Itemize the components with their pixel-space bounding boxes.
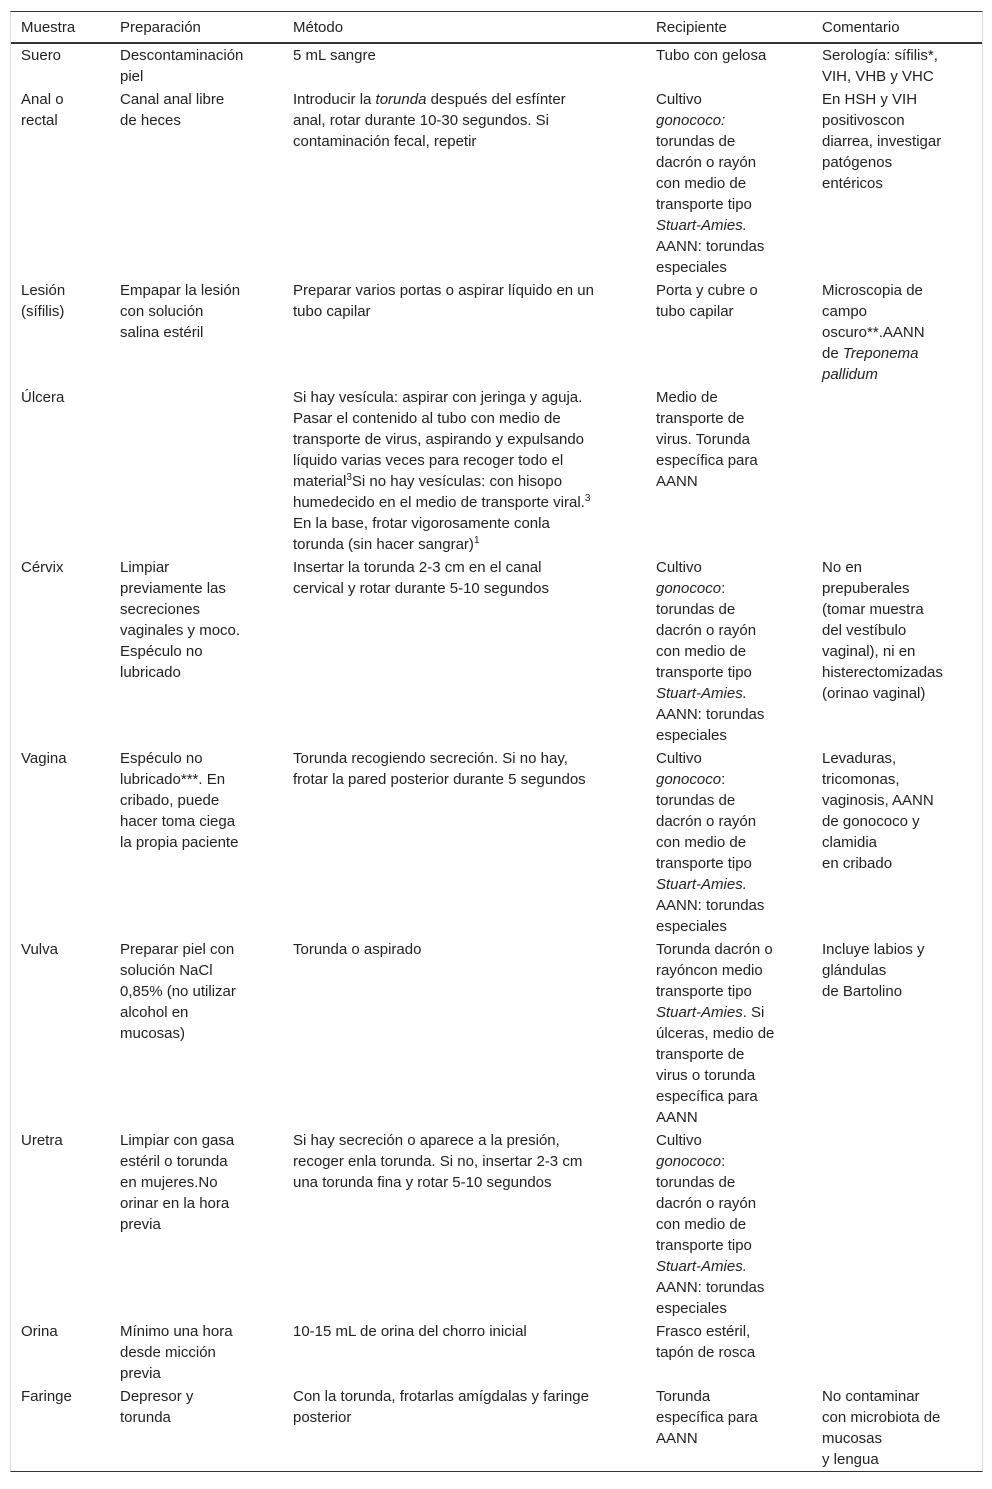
table-body [11,44,982,1471]
cell-line: de heces [120,112,181,129]
cell-preparacion [110,88,283,279]
cell-line: Depresor y [120,1388,194,1405]
cell-line: virus o torunda [656,1067,756,1084]
cell-line: Limpiar [120,559,170,576]
footnote-ref: 1 [473,535,480,546]
text-segment: gonococo [656,771,722,788]
cell-line: Torunda dacrón o [656,941,773,958]
cell-line: Limpiar con gasa [120,1132,235,1149]
table-row [11,279,982,386]
cell-line: Torunda recogiendo secreción. Si no hay, [293,750,568,767]
cell-line: en mujeres.No [120,1174,218,1191]
cell-line: No en [822,559,863,576]
cell-line: tapón de rosca [656,1344,756,1361]
cell-line: glándulas [822,962,887,979]
cell-line: especiales [656,918,727,935]
table-row [11,44,982,88]
cell-line: AANN [656,1109,698,1126]
cell-line: dacrón o rayón [656,813,757,830]
cell-line: AANN: torundas [656,1279,765,1296]
text-segment: . Si [742,1004,765,1021]
table-row [11,1320,982,1385]
cell-line [293,89,646,110]
cell-line: 5 mL sangre [293,47,376,64]
cell-metodo [283,747,646,938]
cell-preparacion [110,556,283,747]
cell-line: de gonococo y [822,813,920,830]
cell-preparacion [110,386,283,556]
cell-line: transporte tipo [656,664,752,681]
cell-comentario [812,556,972,747]
cell-line: úlceras, medio de [656,1025,775,1042]
cell-line: solución NaCl [120,962,213,979]
cell-recipiente [646,44,812,88]
cell-line [293,492,646,513]
cell-line: piel [120,68,144,85]
cell-line: cribado, puede [120,792,220,809]
cell-line: mucosas) [120,1025,186,1042]
text-segment: Stuart-Amies. [656,876,747,893]
cell-line: Frasco estéril, [656,1323,751,1340]
cell-line: Porta y cubre o [656,282,758,299]
cell-line: anal, rotar durante 10-30 segundos. Si [293,112,550,129]
table-row [11,386,982,556]
cell-line: Torunda o aspirado [293,941,422,958]
cell-line: de Bartolino [822,983,903,1000]
cell-line: En la base, frotar vigorosamente conla [293,515,550,532]
cell-line: del vestíbulo [822,622,907,639]
cell-muestra [11,1385,110,1471]
cell-muestra [11,938,110,1129]
cell-line: orinar en la hora [120,1195,230,1212]
cell-line: dacrón o rayón [656,1195,757,1212]
cell-line: histerectomizadas [822,664,943,681]
cell-line: especiales [656,727,727,744]
text-segment: torunda [375,91,427,108]
cell-line: con medio de [656,834,747,851]
cell-muestra [11,556,110,747]
cell-line: transporte tipo [656,1237,752,1254]
cell-line: Medio de [656,389,718,406]
cell-line: previa [120,1365,161,1382]
text-segment: de [822,345,843,362]
cell-line: rayóncon medio [656,962,763,979]
cell-line: salina estéril [120,324,204,341]
text-segment: Stuart-Amies. [656,1258,747,1275]
cell-comentario [812,88,972,279]
cell-metodo [283,556,646,747]
cell-preparacion [110,938,283,1129]
cell-line: positivoscon [822,112,905,129]
cell-line: Levaduras, [822,750,897,767]
cell-line: estéril o torunda [120,1153,228,1170]
cell-metodo [283,279,646,386]
cell-line: transporte tipo [656,983,752,1000]
cell-muestra [11,88,110,279]
cell-line: Con la torunda, frotarlas amígdalas y faringe [293,1388,589,1405]
cell-line: (orinao vaginal) [822,685,926,702]
text-segment: después del esfínter [426,91,566,108]
cell-recipiente [646,88,812,279]
cell-line: transporte de [656,410,745,427]
cell-line: 0,85% (no utilizar [120,983,236,1000]
text-segment: Treponema [842,345,919,362]
text-segment: Stuart-Amies. [656,685,747,702]
cell-line: torundas de [656,792,736,809]
cell-line: transporte tipo [656,855,752,872]
cell-line: tricomonas, [822,771,900,788]
cell-preparacion [110,1320,283,1385]
cell-line: cervical y rotar durante 5-10 segundos [293,580,549,597]
cell-line: recoger enla torunda. Si no, insertar 2-3 cm [293,1153,583,1170]
cell-line: lubricado***. En [120,771,226,788]
cell-line [656,1256,812,1277]
cell-line: transporte tipo [656,196,752,213]
table-row [11,938,982,1129]
cell-line: 10-15 mL de orina del chorro inicial [293,1323,527,1340]
cell-line: torundas de [656,601,736,618]
cell-line: Canal anal libre [120,91,225,108]
cell-line: Orina [21,1323,58,1340]
header-preparacion: Preparación [120,18,201,36]
cell-line: Cultivo [656,1132,702,1149]
cell-line: vaginales y moco. [120,622,241,639]
text-segment: torunda (sin hacer sangrar) [293,536,474,553]
cell-line: y lengua [822,1451,879,1468]
cell-line: Pasar el contenido al tubo con medio de [293,410,561,427]
cell-line: Vulva [21,941,58,958]
cell-line: específica para [656,452,758,469]
cell-metodo [283,1385,646,1471]
cell-metodo [283,1129,646,1320]
cell-line: específica para [656,1409,758,1426]
cell-line: específica para [656,1088,758,1105]
cell-line: hacer toma ciega [120,813,236,830]
cell-muestra [11,1129,110,1320]
cell-comentario [812,279,972,386]
text-segment: gonococo: [656,112,726,129]
cell-line: Suero [21,47,62,64]
cell-line: mucosas [822,1430,883,1447]
cell-line: Torunda [656,1388,711,1405]
specimen-table [10,11,983,1472]
cell-line: Anal o [21,91,64,108]
cell-line: patógenos [822,154,893,171]
text-segment: gonococo [656,580,722,597]
table-row [11,88,982,279]
cell-line: prepuberales [822,580,910,597]
cell-recipiente [646,1129,812,1320]
cell-recipiente [646,747,812,938]
text-segment: Si no hay vesículas: con hisopo [351,473,563,490]
cell-line: Cérvix [21,559,64,576]
cell-line: AANN: torundas [656,238,765,255]
text-segment: Stuart-Amies. [656,217,747,234]
cell-line: vaginal), ni en [822,643,916,660]
cell-comentario [812,44,972,88]
cell-line: Úlcera [21,389,65,406]
cell-muestra [11,279,110,386]
cell-metodo [283,938,646,1129]
cell-line: con medio de [656,1216,747,1233]
cell-line: con medio de [656,175,747,192]
cell-line: Espéculo no [120,643,203,660]
cell-line: (tomar muestra [822,601,924,618]
cell-muestra [11,747,110,938]
cell-line: rectal [21,112,58,129]
text-segment: gonococo [656,1153,722,1170]
cell-line: entéricos [822,175,883,192]
text-segment: : [721,771,726,788]
cell-line: Insertar la torunda 2-3 cm en el canal [293,559,542,576]
cell-line: especiales [656,1300,727,1317]
cell-line [656,1151,812,1172]
cell-recipiente [646,556,812,747]
cell-line: En HSH y VIH [822,91,918,108]
cell-line: contaminación fecal, repetir [293,133,477,150]
cell-line: Tubo con gelosa [656,47,767,64]
cell-line: No contaminar [822,1388,920,1405]
cell-comentario [812,747,972,938]
cell-line: torundas de [656,1174,736,1191]
text-segment: : [721,1153,726,1170]
cell-line: transporte de virus, aspirando y expulsando [293,431,585,448]
cell-line: AANN: torundas [656,706,765,723]
cell-line: vaginosis, AANN [822,792,934,809]
cell-recipiente [646,938,812,1129]
cell-line: Mínimo una hora [120,1323,233,1340]
cell-line: Descontaminación [120,47,244,64]
cell-line: diarrea, investigar [822,133,942,150]
cell-line: oscuro**.AANN [822,324,925,341]
cell-recipiente [646,1385,812,1471]
cell-line [656,683,812,704]
text-segment: material [293,473,347,490]
cell-preparacion [110,44,283,88]
cell-line: lubricado [120,664,181,681]
cell-line [656,1002,812,1023]
text-segment: : [721,580,726,597]
cell-line: Cultivo [656,91,702,108]
cell-comentario [812,1129,972,1320]
cell-line: Espéculo no [120,750,203,767]
cell-line: VIH, VHB y VHC [822,68,934,85]
cell-line: clamidia [822,834,878,851]
text-segment: humedecido en el medio de transporte viral. [293,494,585,511]
cell-line: Si hay secreción o aparece a la presión, [293,1132,560,1149]
cell-line: líquido varias veces para recoger todo el [293,452,564,469]
cell-line: AANN [656,473,698,490]
cell-line: Uretra [21,1132,63,1149]
cell-line: AANN [656,1430,698,1447]
cell-line: frotar la pared posterior durante 5 segundos [293,771,586,788]
cell-line: torundas de [656,133,736,150]
cell-comentario [812,1320,972,1385]
cell-line: Si hay vesícula: aspirar con jeringa y aguja. [293,389,583,406]
cell-preparacion [110,1129,283,1320]
cell-line: con medio de [656,643,747,660]
cell-line [656,874,812,895]
header-muestra: Muestra [21,18,76,36]
cell-line [822,343,972,364]
cell-line: previamente las [120,580,226,597]
cell-line: Cultivo [656,559,702,576]
cell-muestra [11,386,110,556]
footnote-ref: 3 [346,472,352,483]
cell-line: Incluye labios y [822,941,925,958]
cell-line: Vagina [21,750,67,767]
cell-line [656,215,812,236]
cell-line [656,578,812,599]
cell-line: dacrón o rayón [656,622,757,639]
table-row [11,1129,982,1320]
cell-line: en cribado [822,855,893,872]
table-header [11,12,982,44]
cell-line [293,471,646,492]
cell-line: torunda [120,1409,171,1426]
cell-line: Faringe [21,1388,72,1405]
cell-muestra [11,44,110,88]
header-metodo: Método [293,18,344,36]
cell-line: la propia paciente [120,834,239,851]
cell-line: tubo capilar [293,303,371,320]
cell-recipiente [646,1320,812,1385]
cell-recipiente [646,279,812,386]
cell-line: Preparar varios portas o aspirar líquido en un [293,282,594,299]
cell-metodo [283,1320,646,1385]
cell-preparacion [110,279,283,386]
cell-line: transporte de [656,1046,745,1063]
cell-line: con microbiota de [822,1409,941,1426]
cell-line: Empapar la lesión [120,282,241,299]
table-row [11,747,982,938]
cell-line: Cultivo [656,750,702,767]
cell-line: AANN: torundas [656,897,765,914]
cell-comentario [812,1385,972,1471]
cell-metodo [283,44,646,88]
cell-metodo [283,386,646,556]
cell-metodo [283,88,646,279]
cell-line [656,110,812,131]
table-row [11,1385,982,1471]
header-recipiente: Recipiente [656,18,727,36]
cell-line: dacrón o rayón [656,154,757,171]
cell-line: desde micción [120,1344,216,1361]
cell-line: secreciones [120,601,201,618]
footnote-ref: 3 [584,493,591,504]
cell-line [822,364,972,385]
header-comentario: Comentario [822,18,900,36]
cell-comentario [812,938,972,1129]
cell-line: Serología: sífilis*, [822,47,938,64]
cell-line: Lesión [21,282,66,299]
cell-recipiente [646,386,812,556]
cell-muestra [11,1320,110,1385]
cell-line [656,769,812,790]
cell-line: una torunda fina y rotar 5-10 segundos [293,1174,552,1191]
cell-preparacion [110,747,283,938]
text-segment: pallidum [822,366,878,383]
text-segment: Introducir la [293,91,376,108]
cell-line: virus. Torunda [656,431,750,448]
cell-line: posterior [293,1409,352,1426]
cell-line: especiales [656,259,727,276]
cell-line: con solución [120,303,204,320]
text-segment: Stuart-Amies [656,1004,743,1021]
cell-preparacion [110,1385,283,1471]
cell-line: Microscopia de [822,282,923,299]
cell-line: previa [120,1216,161,1233]
cell-line: tubo capilar [656,303,734,320]
cell-line: (sífilis) [21,303,65,320]
cell-line: Preparar piel con [120,941,235,958]
cell-line [293,534,646,555]
cell-comentario [812,386,972,556]
cell-line: alcohol en [120,1004,189,1021]
table-row [11,556,982,747]
cell-line: campo [822,303,868,320]
